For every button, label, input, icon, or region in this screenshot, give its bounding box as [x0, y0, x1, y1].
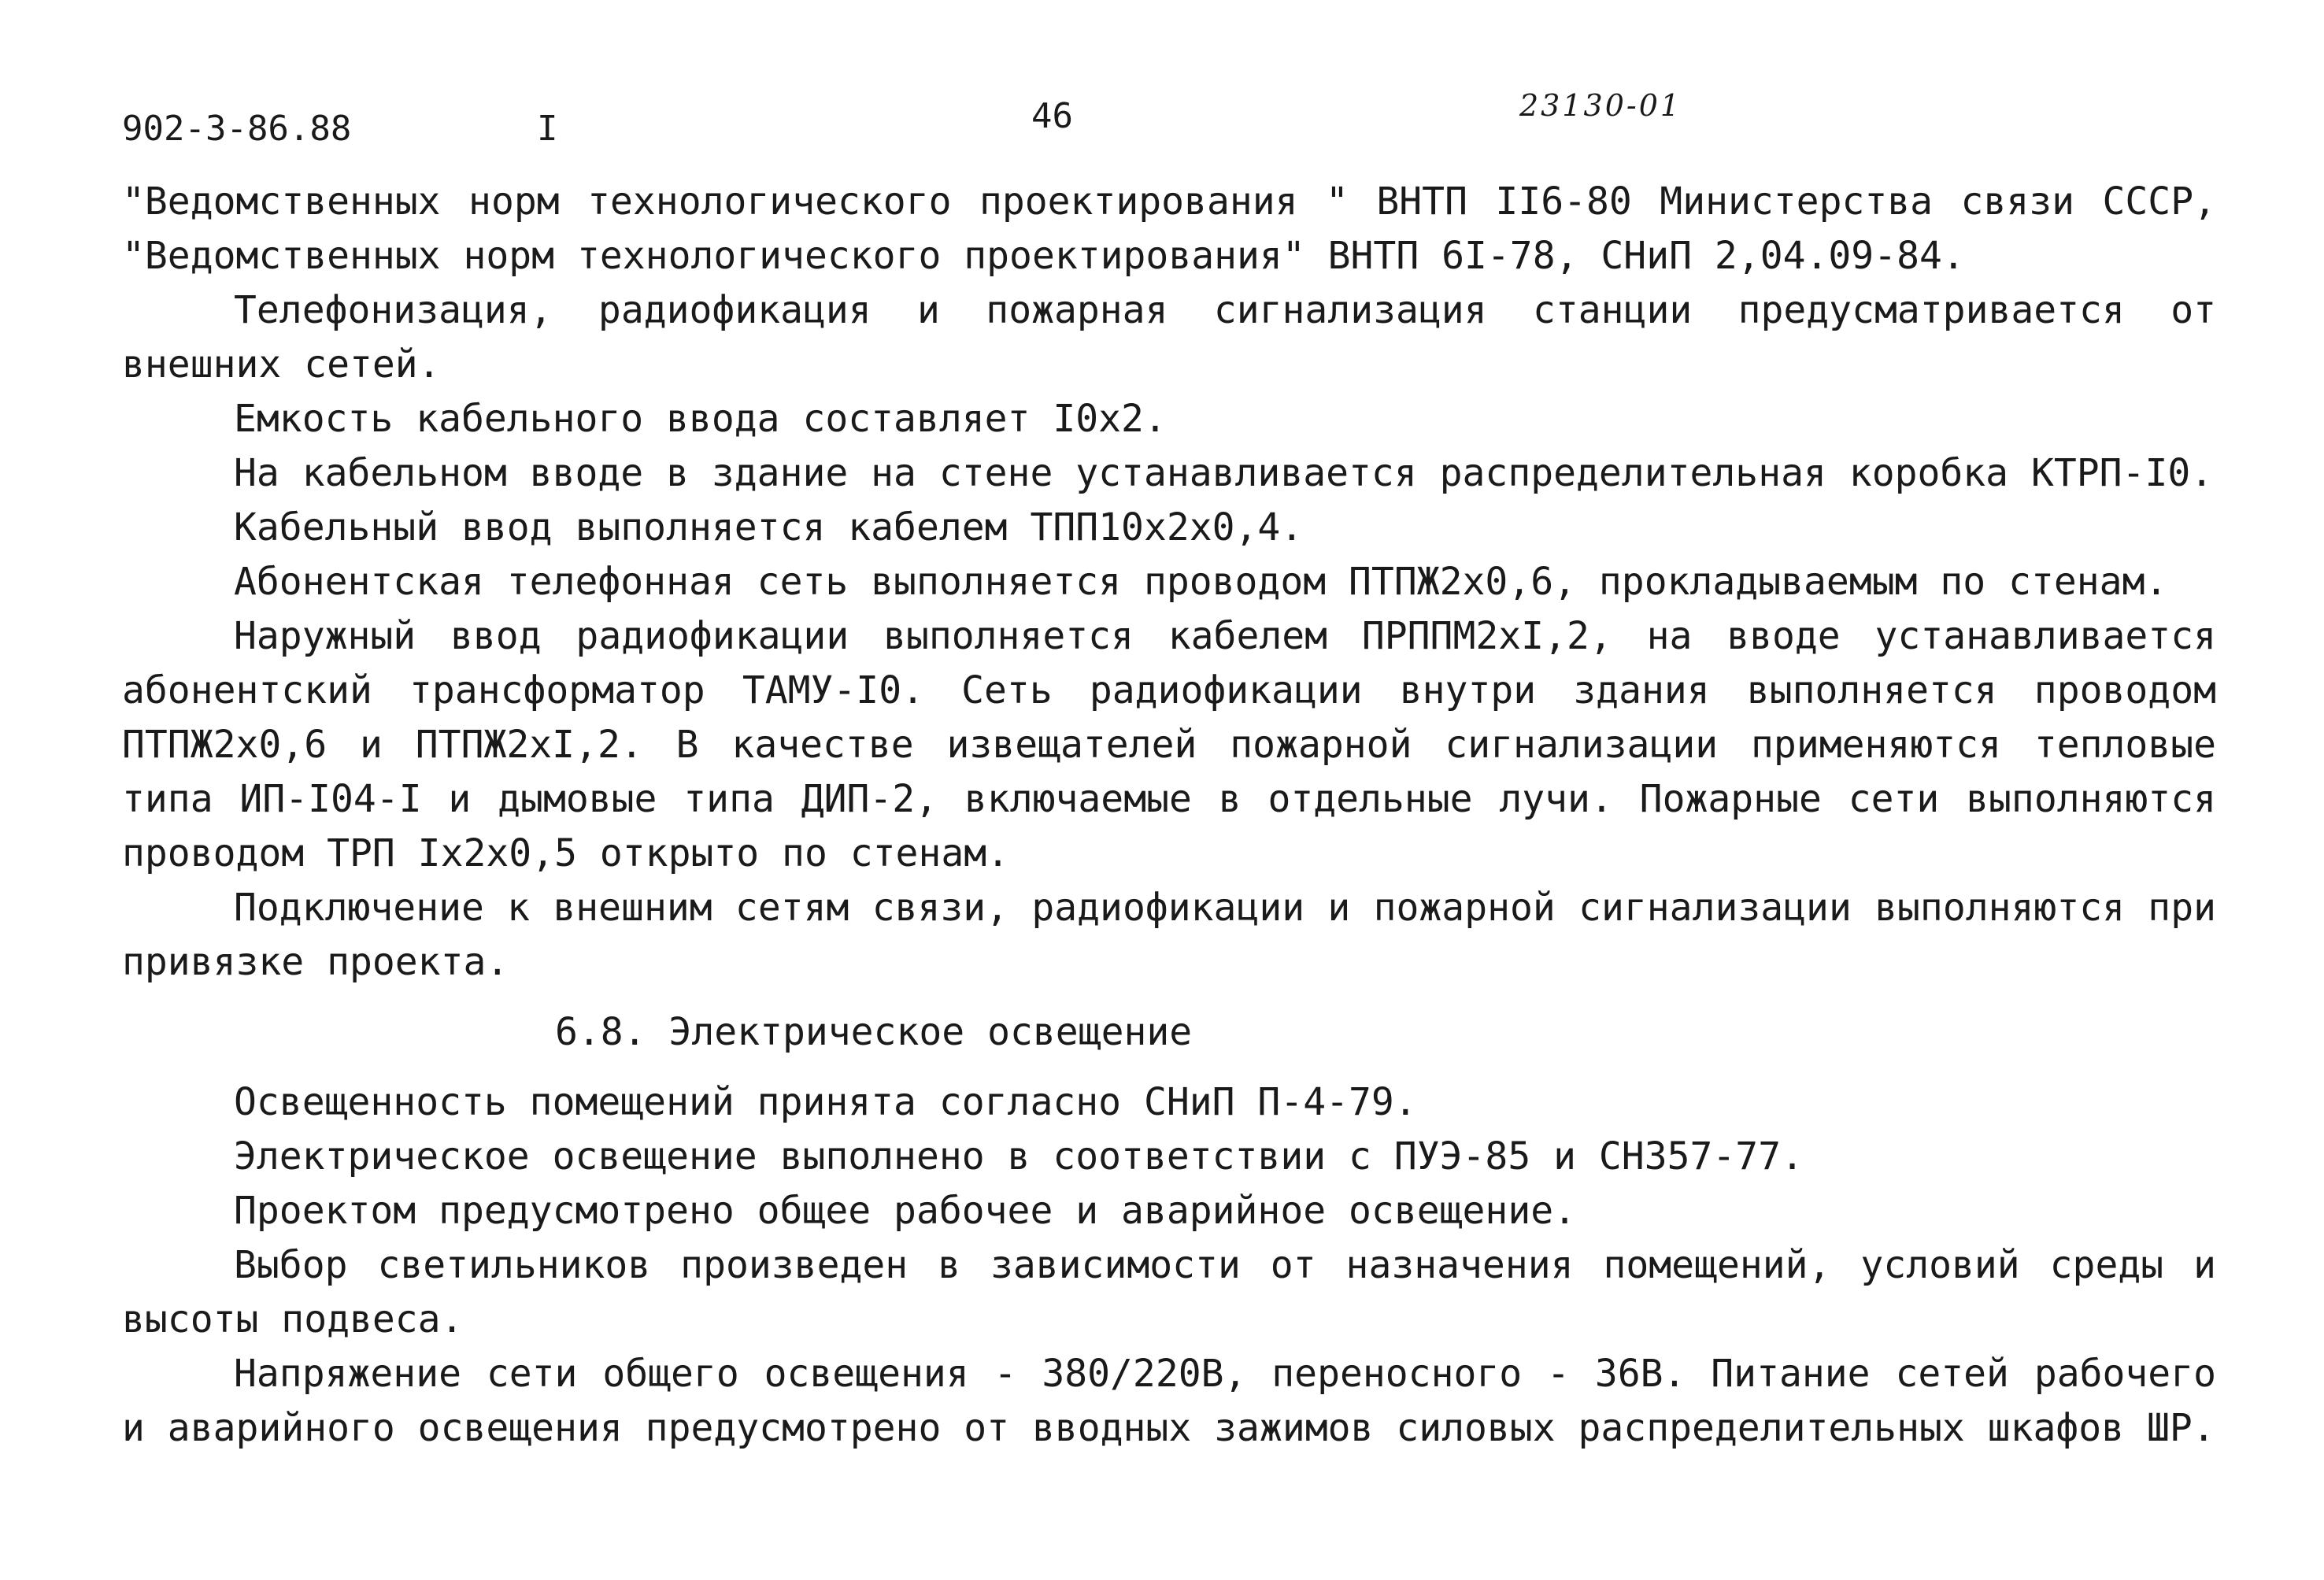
stamp-number: 23130-01 — [1519, 88, 1682, 123]
page-number: 46 — [1031, 96, 1073, 136]
document-body — [122, 175, 2216, 1456]
doc-code: 902-3-86.88 — [122, 109, 352, 149]
paragraph-subscriber-network: Абонентская телефонная сеть выполняется проводом ПТПЖ2х0,6, прокладываемым по стенам. — [234, 560, 2168, 604]
paragraph-connection: Подключение к внешним сетям связи, радиофикации и пожарной сигнализации выполняются при привязке проекта. — [122, 886, 2216, 984]
section-heading: 6.8. Электрическое освещение — [555, 1010, 1193, 1054]
paragraph-distribution-box: На кабельном вводе в здание на стене устанавливается распределительная коробка КТРП-I0. — [234, 451, 2214, 495]
paragraph-compliance: Электрическое освещение выполнено в соответствии с ПУЭ-85 и СН357-77. — [234, 1134, 1804, 1179]
paragraph-telephony: Телефонизация, радиофикация и пожарная сигнализация станции предусматривается от внешних сетей. — [122, 288, 2216, 387]
paragraph-luminaires: Выбор светильников произведен в зависимости от назначения помещений, условий среды и высоты подвеса. — [122, 1243, 2216, 1341]
paragraph-lighting-types: Проектом предусмотрено общее рабочее и аварийное освещение. — [234, 1189, 1577, 1233]
paragraph-voltage: Напряжение сети общего освещения - 380/220В, переносного - 36В. Питание сетей рабочего и аварийного освещения предусмотрено от вводных зажимов силовых распределительных шкафов ШР. — [122, 1352, 2216, 1450]
paragraph-illumination: Освещенность помещений принята согласно СНиП П-4-79. — [234, 1080, 1417, 1124]
paragraph-radio-fire: Наружный ввод радиофикации выполняется кабелем ПРППМ2хI,2, на вводе устанавливается абонентский трансформатор ТАМУ-I0. Сеть радиофикации внутри здания выполняется проводом ПТПЖ2х0,6 и ПТПЖ2хI,2. В качестве извещателей пожарной сигнализации применяются тепловые типа ИП-I04-I и дымовые типа ДИП-2, включаемые в отдельные лучи. Пожарные сети выполняются проводом ТРП Iх2х0,5 открыто по стенам. — [122, 614, 2216, 875]
paragraph-cable-capacity: Емкость кабельного ввода составляет I0x2. — [234, 397, 1167, 441]
paragraph-norms: "Ведомственных норм технологического проектирования " ВНТП II6-80 Министерства связи СССР, "Ведомственных норм технологического проектирования" ВНТП 6I-78, СНиП 2,04.09-84. — [122, 179, 2216, 278]
paragraph-cable-input: Кабельный ввод выполняется кабелем ТПП10х2х0,4. — [234, 505, 1304, 549]
volume-number: I — [537, 109, 558, 149]
